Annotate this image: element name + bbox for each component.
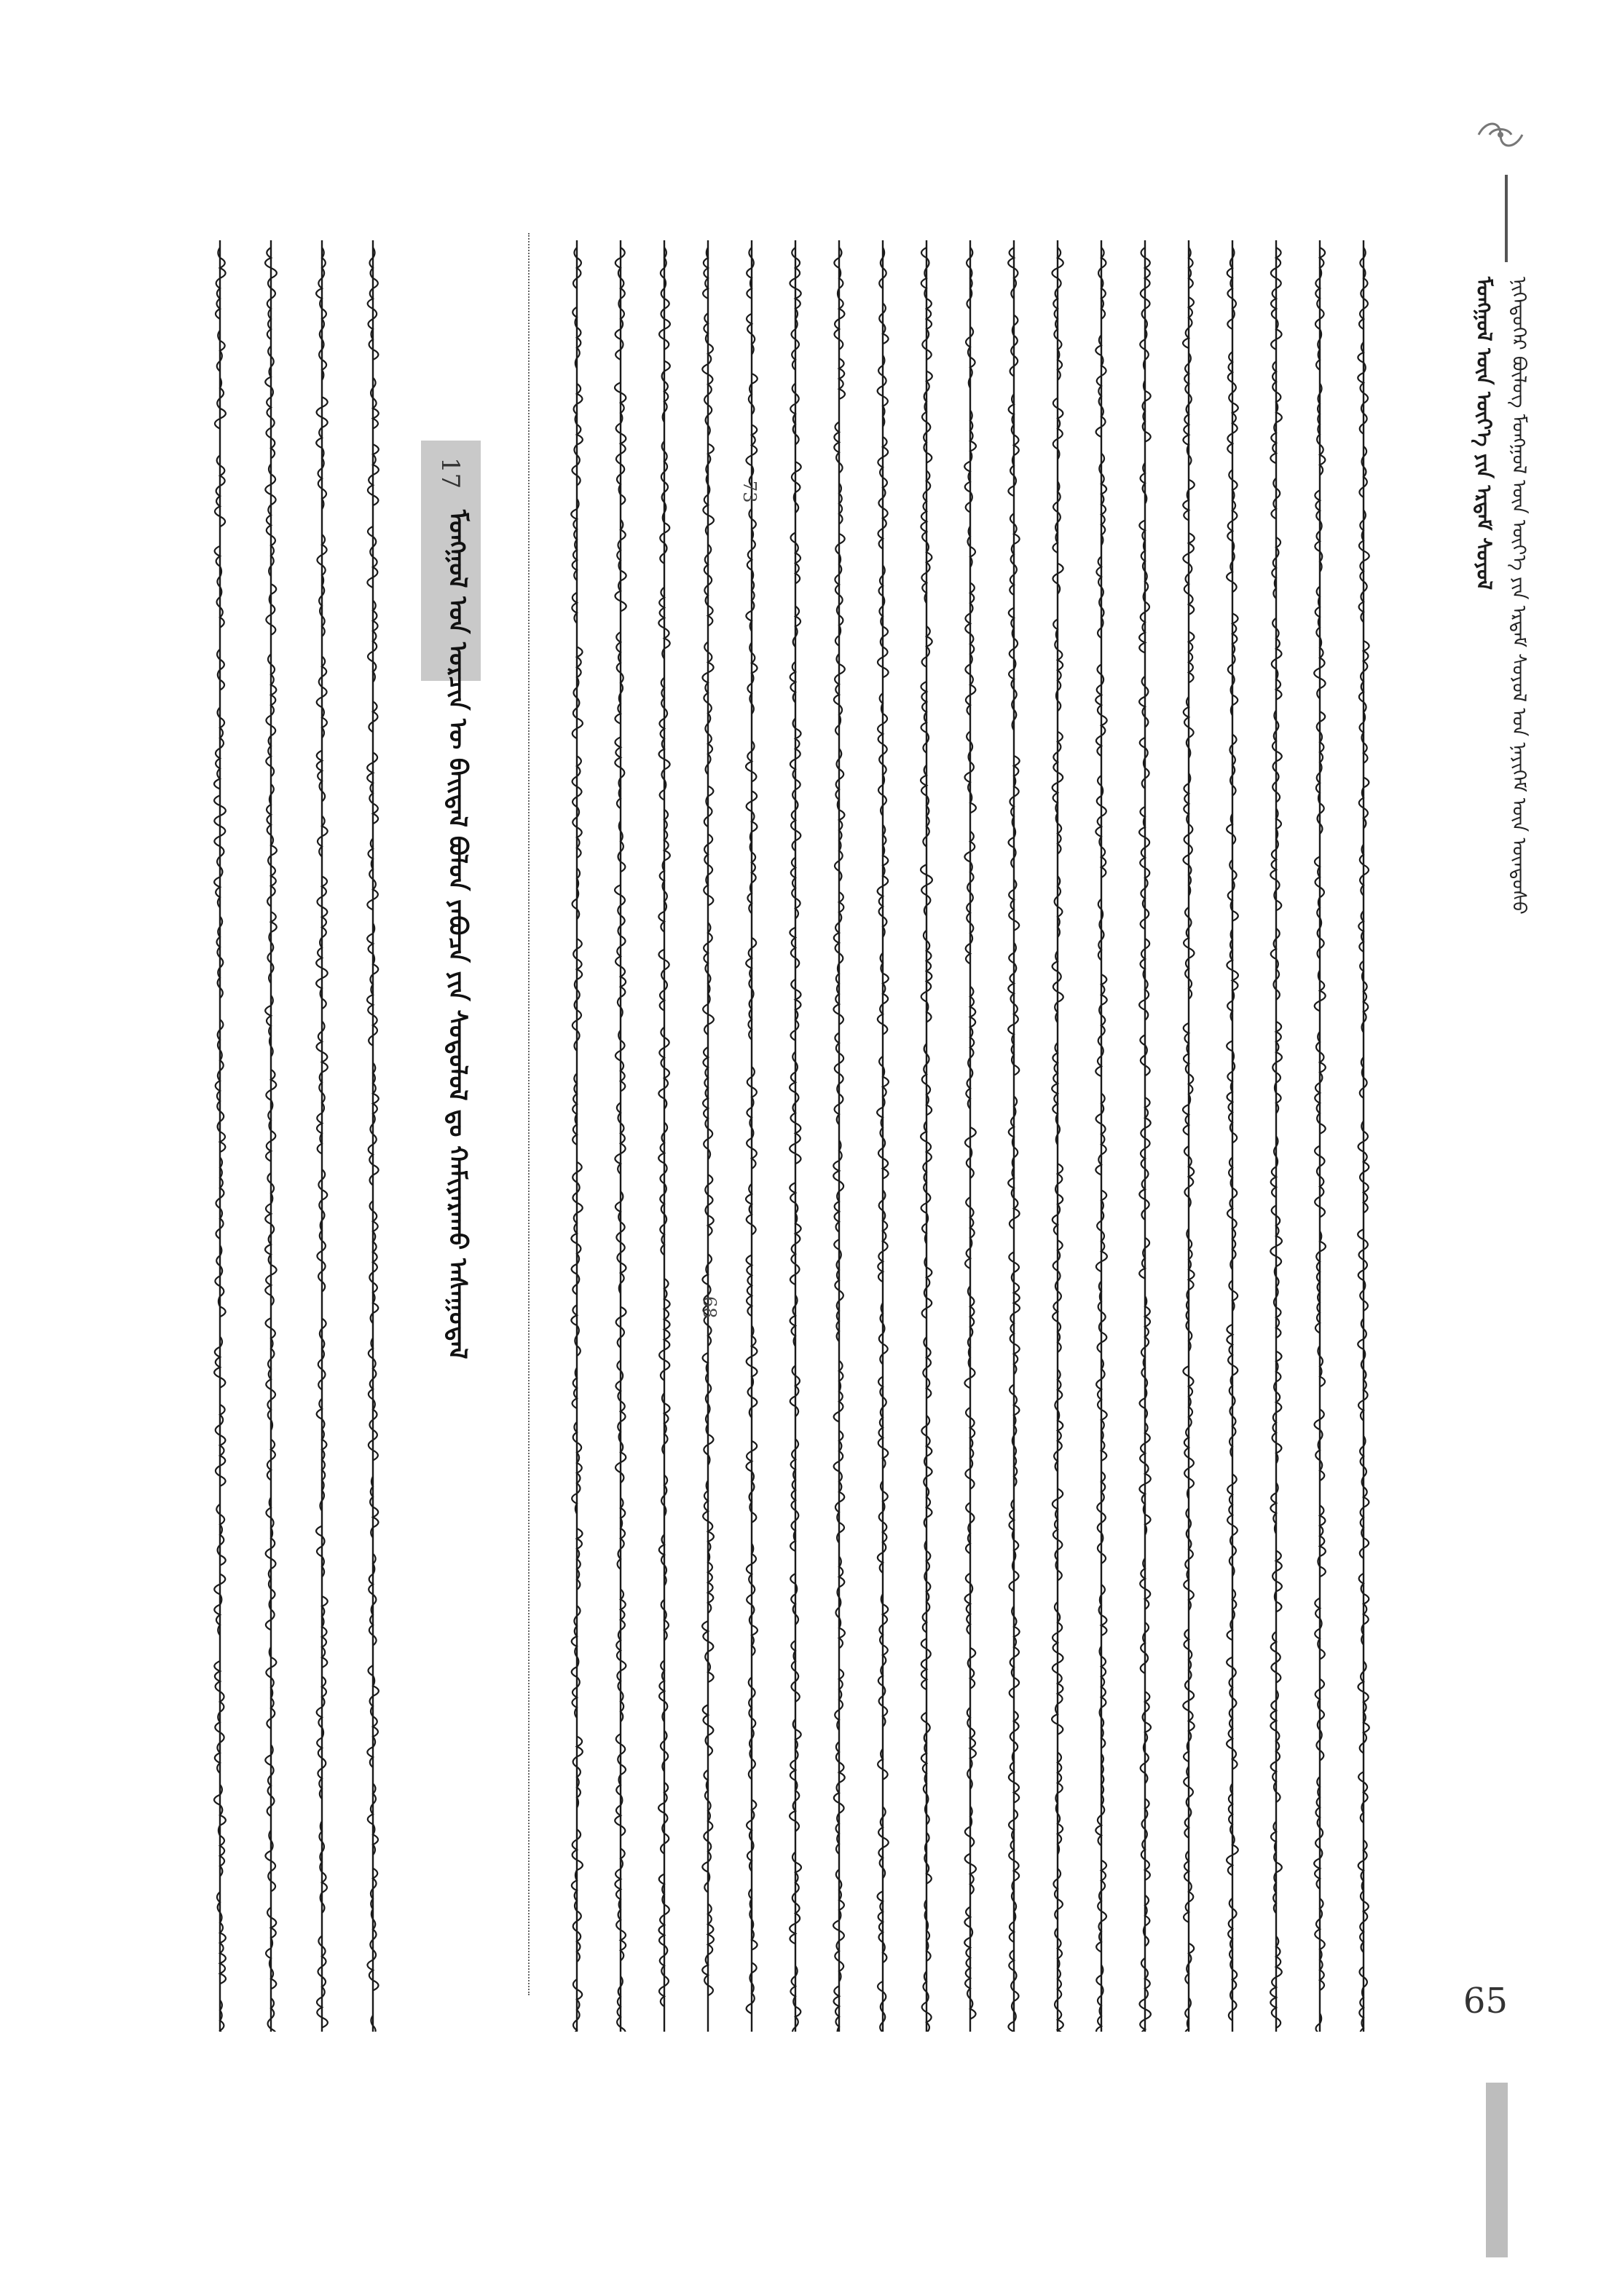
running-header: ᠨᠢᠭᠡᠳᠦᠭᠡᠷ ᠪᠦᠯᠦᠭ ᠮᠣᠩᠭᠣᠯ ᠦᠨ ᠦᠶ᠎ᠡ ᠶᠢᠨ ᠡᠷᠳᠡᠮ ᠰᠣᠶᠣᠯ ᠤᠨ ᠨᠡᠶᠢᠭᠡᠮ ᠦᠨ ᠦᠨᠳᠦᠰᠦ — [1508, 277, 1530, 915]
text-column — [612, 240, 634, 2032]
text-column — [211, 240, 233, 2032]
text-column — [1311, 240, 1333, 2032]
text-column — [918, 240, 940, 2032]
text-column — [1136, 240, 1158, 2032]
text-column — [787, 240, 808, 2032]
text-column — [1049, 240, 1071, 2032]
text-column — [1093, 240, 1114, 2032]
text-column — [830, 240, 852, 2032]
text-column — [1355, 240, 1377, 2032]
header-rule — [1505, 175, 1508, 262]
page-ref: 68 — [699, 1296, 720, 1319]
page-edge-bar — [1486, 2083, 1508, 2257]
text-column — [699, 240, 721, 2032]
dotted-separator — [528, 233, 530, 1995]
text-column — [1267, 240, 1289, 2032]
text-column — [568, 240, 590, 2032]
section-title: ᠮᠣᠩᠭᠣᠯ ᠤᠨ ᠣᠷᠴᠢᠨ ᠦ ᠪᠠᠢᠳᠠᠯ ᠪᠣᠯᠣᠨ ᠶᠠᠪᠤᠴᠠ ᠶᠢᠨ ᠰᠤᠳᠤᠯᠤᠯ ᠳᠤ ᠬᠠᠮᠢᠶᠠᠷᠠᠬᠤ ᠠᠰᠠᠭᠤᠳᠠᠯ — [443, 510, 472, 1360]
text-column — [874, 240, 896, 2032]
header-ornament-icon — [1471, 117, 1530, 153]
text-column — [1005, 240, 1027, 2032]
page-number: 65 — [1463, 1981, 1508, 2021]
text-column — [313, 240, 335, 2032]
text-column — [743, 240, 765, 2032]
running-title: ᠮᠣᠩᠭᠣᠯ ᠦᠨ ᠦᠶ᠎ᠡ ᠶᠢᠨ ᠡᠷᠳᠡᠮ ᠰᠣᠶᠣᠯ — [1472, 277, 1496, 591]
text-column — [364, 240, 386, 2032]
text-column — [1224, 240, 1246, 2032]
page-ref: 73 — [739, 481, 760, 503]
text-column — [656, 240, 677, 2032]
section-number: 17 — [436, 457, 465, 489]
text-column — [1180, 240, 1202, 2032]
text-column — [961, 240, 983, 2032]
text-column — [262, 240, 284, 2032]
